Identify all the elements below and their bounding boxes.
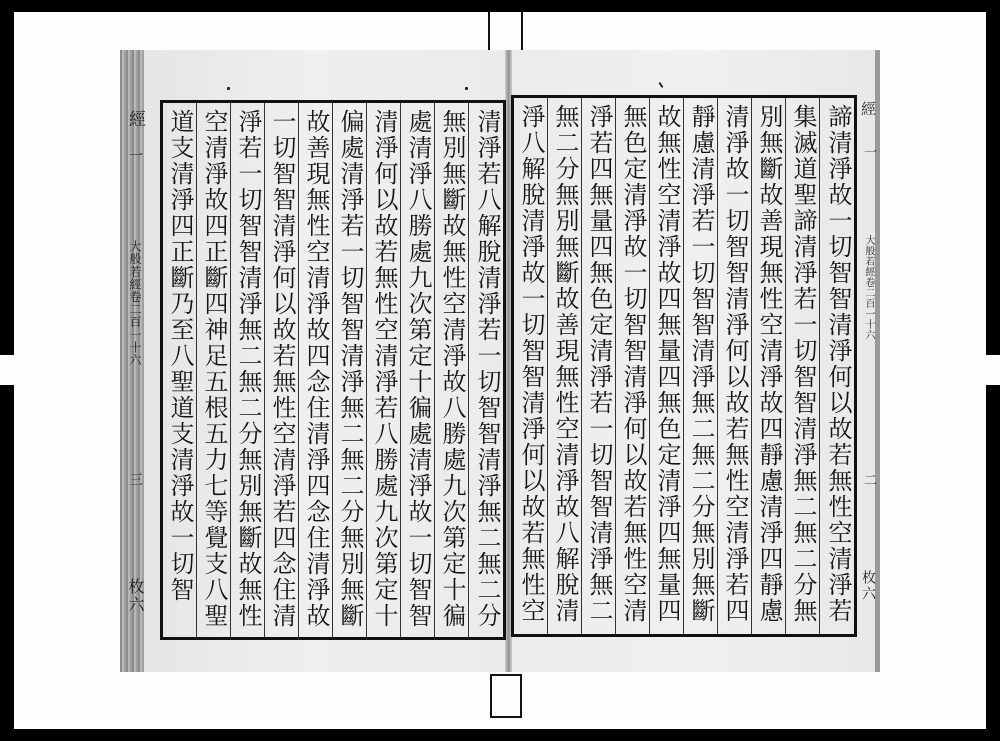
binding-clip-line-left	[488, 12, 490, 52]
margin-title: 大般若經卷二百一十六	[863, 235, 874, 340]
text-column: 清淨若八解脫清淨若一切智智清淨無二無二分	[473, 109, 501, 629]
ink-speck	[227, 87, 230, 90]
binding-clip-bottom	[490, 674, 522, 718]
right-page-text-frame	[511, 95, 857, 637]
margin-second-char: 一	[861, 145, 876, 158]
text-column: 道支清淨四正斷乃至八聖道支清淨故一切智	[163, 103, 197, 637]
margin-second-char: 一	[127, 148, 143, 162]
text-column: 諦清淨故一切智智清淨何以故若無性空清淨若	[824, 104, 852, 624]
text-column: 處清淨八勝處九次第定十徧處清淨故一切智智	[401, 103, 435, 637]
text-column: 無色定清淨故一切智智清淨何以故若無性空清	[616, 98, 650, 634]
right-page-margin-label	[859, 95, 877, 635]
text-column: 靜慮清淨若一切智智清淨無二無二分無別無斷	[684, 98, 718, 634]
text-column: 無二分無別無斷故善現無性空清淨故八解脫清	[548, 98, 582, 634]
text-column: 淨若一切智智清淨無二無二分無別無斷故無性	[231, 103, 265, 637]
margin-page-number: 二	[861, 473, 876, 486]
margin-top-char: 經	[859, 101, 877, 116]
text-column: 清淨故一切智智清淨何以故若無性空清淨若四	[718, 98, 752, 634]
text-column: 淨若四無量四無色定清淨若一切智智清淨無二	[582, 98, 616, 634]
text-column: 空清淨故四正斷四神足五根五力七等覺支八聖	[197, 103, 231, 637]
margin-title: 大般若經卷二百一十六	[128, 240, 142, 366]
text-column: 故善現無性空清淨故四念住清淨四念住清淨故	[299, 103, 333, 637]
text-column: 淨八解脫清淨故一切智智清淨何以故若無性空	[514, 98, 548, 634]
text-column: 別無斷故善現無性空清淨故四靜慮清淨四靜慮	[752, 98, 786, 634]
text-column: 偏處清淨若一切智智清淨無二無二分無別無斷	[333, 103, 367, 637]
text-column: 一切智智清淨何以故若無性空清淨若四念住清	[265, 103, 299, 637]
margin-page-number: 三	[127, 472, 143, 486]
scan-edge-notch-left	[0, 355, 16, 385]
text-column: 清淨何以故若無性空清淨若八勝處九次第定十	[367, 103, 401, 637]
left-page-margin-label	[124, 100, 146, 640]
margin-bottom-mark: 枚六	[860, 570, 876, 602]
text-column: 無別無斷故無性空清淨故八勝處九次第定十徧	[435, 103, 469, 637]
margin-top-char: 經	[125, 110, 145, 127]
text-column: 故無性空清淨故四無量四無色定清淨四無量四	[650, 98, 684, 634]
ink-speck	[465, 87, 468, 90]
left-page-text-frame	[160, 100, 506, 640]
text-column: 集滅道聖諦清淨若一切智智清淨無二無二分無	[786, 98, 820, 634]
binding-clip-line-right	[521, 12, 523, 52]
scan-edge-notch-right	[984, 355, 1000, 385]
margin-bottom-mark: 枚六	[126, 578, 145, 614]
